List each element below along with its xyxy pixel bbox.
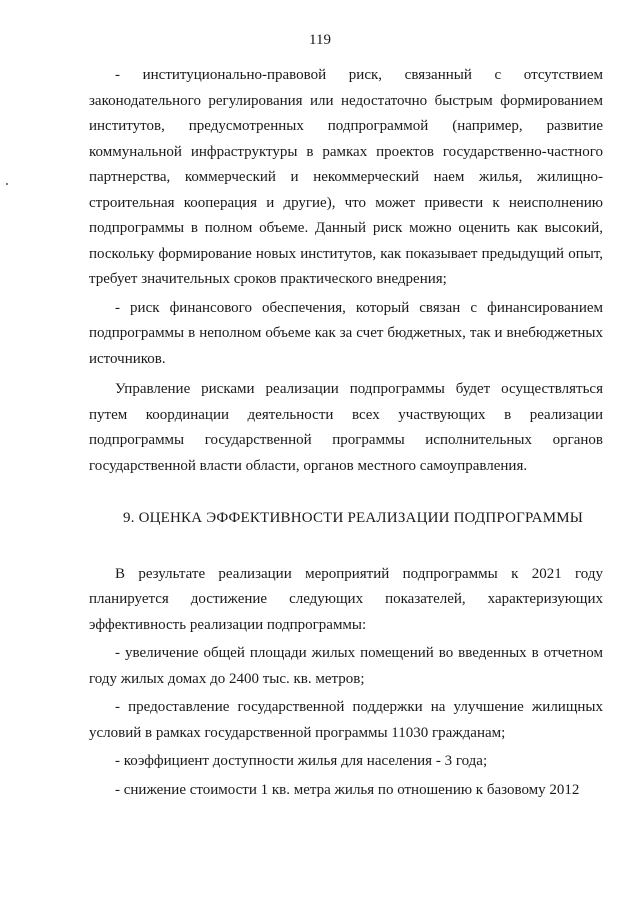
- list-item-state-support: - предоставление государственной поддержки на улучшение жилищных условий в рамках государственной программы 11030 гражданам;: [89, 699, 603, 741]
- list-item-affordability: - коэффициент доступности жилья для населения - 3 года;: [115, 753, 488, 769]
- paragraph-financial-risk: - риск финансового обеспечения, который связан с финансированием подпрограммы в неполном объеме как за счет бюджетных, так и внебюджетных источников.: [89, 299, 603, 367]
- paragraph-institutional-risk: - институционально-правовой риск, связанный с отсутствием законодательного регулирования или недостаточно быстрым формированием институтов, предусмотренных подпрограммой (например, развитие коммунальной инфраструктуры в рамках проектов государственно-частного партнерства, коммерческий и некоммерческий наем жилья, жилищно-строительная кооперация и другие), что может привести к неисполнению подпрограммы в полном объеме. Данный риск можно оценить как высокий, поскольку формирование новых институтов, как показывает предыдущий опыт, требует значительных сроков практического внедрения;: [89, 67, 603, 287]
- paragraph-results-intro: В результате реализации мероприятий подпрограммы к 2021 году планируется достижение следующих показателей, характеризующих эффективность реализации подпрограммы:: [89, 565, 603, 633]
- page-number: 119: [309, 32, 331, 48]
- margin-mark: [6, 183, 8, 185]
- list-item-housing-area: - увеличение общей площади жилых помещений во введенных в отчетном году жилых домах до 2400 тыс. кв. метров;: [89, 645, 603, 687]
- document-body: [89, 63, 603, 803]
- list-item-cost-reduction: - снижение стоимости 1 кв. метра жилья по отношению к базовому 2012: [115, 781, 580, 798]
- paragraph-risk-management: Управление рисками реализации подпрограммы будет осуществляться путем координации деятельности всех участвующих в реализации подпрограммы государственной программы исполнительных органов государственной власти области, органов местного самоуправления.: [89, 381, 603, 474]
- section-heading: 9. ОЦЕНКА ЭФФЕКТИВНОСТИ РЕАЛИЗАЦИИ ПОДПРОГРАММЫ: [123, 510, 584, 526]
